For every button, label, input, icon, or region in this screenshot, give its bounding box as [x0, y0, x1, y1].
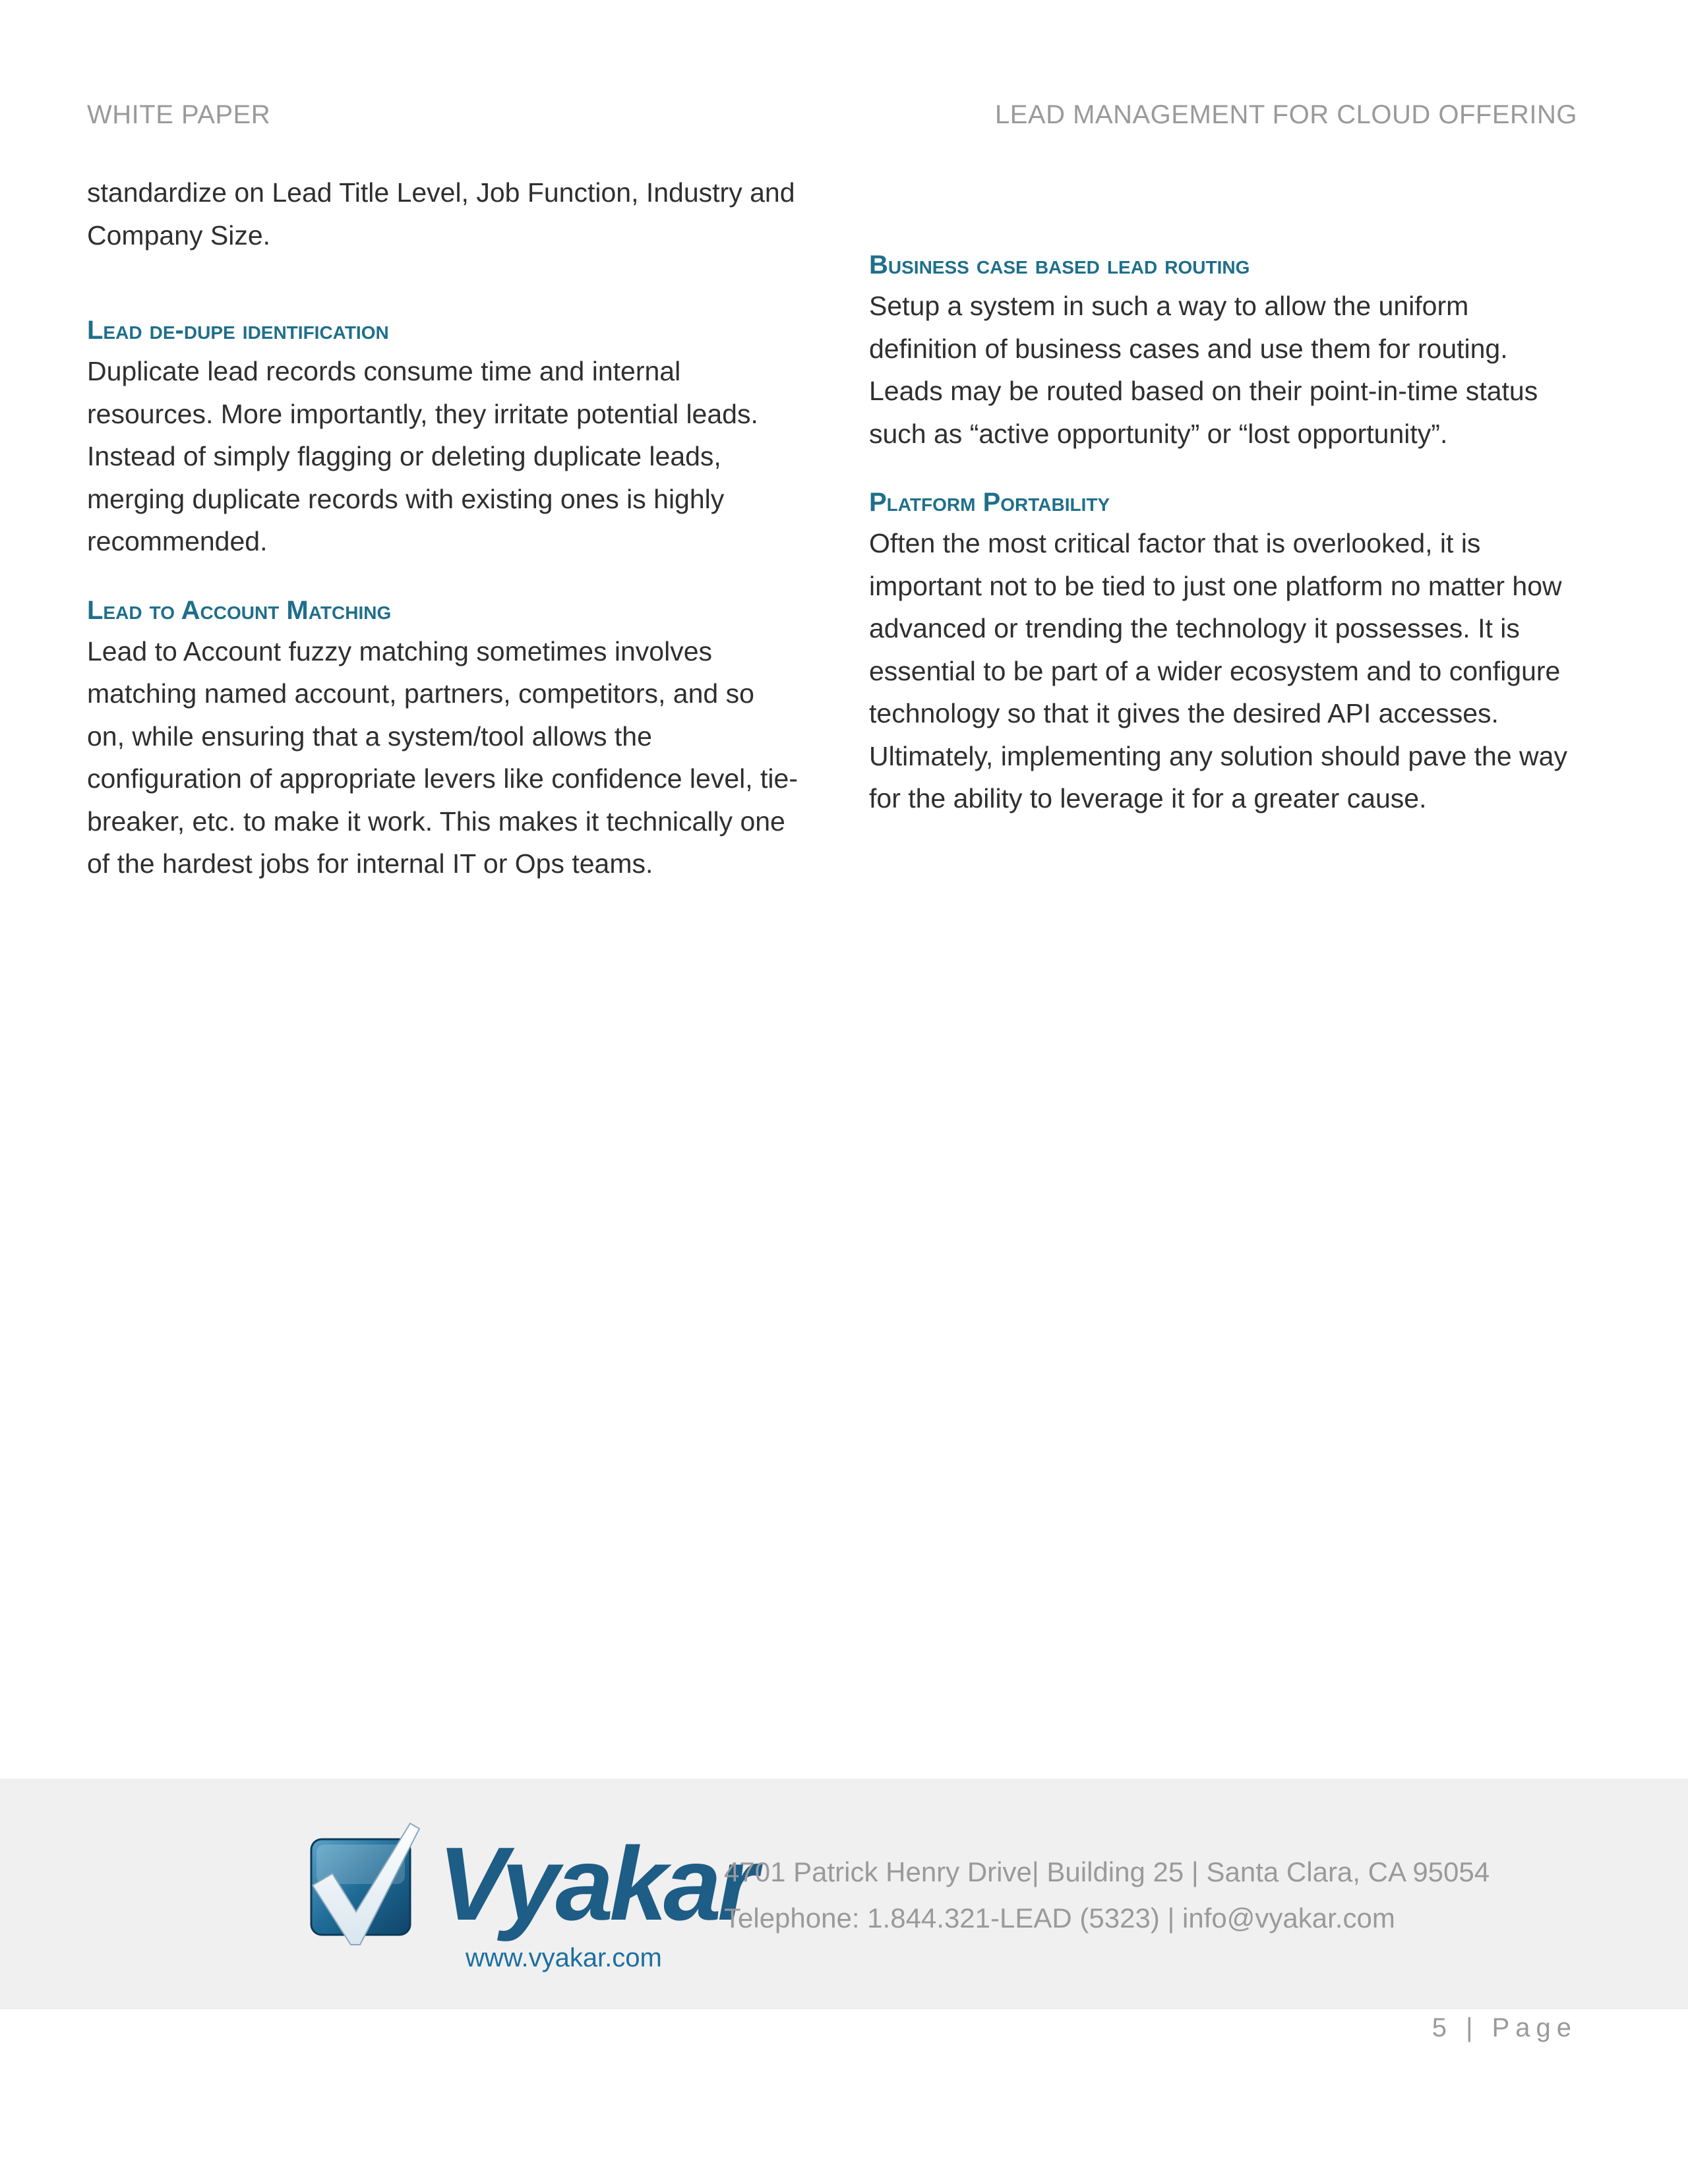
section-body: Often the most critical factor that is overlooked, it is important not to be tied to just one platform no matter how advanced or trending the technology it possesses. It is essential to be part of a wider ecosystem and to configure technology so that it gives the desired API accesses. Ultimately, implementing any solution should pave the way for the ability to leverage it for a greater cause. [869, 528, 1567, 813]
company-footer [0, 1779, 1688, 2009]
right-column [869, 247, 1581, 849]
section-lead-de-dupe [87, 312, 799, 563]
page-number: 5 | Page [1432, 2013, 1577, 2042]
logo-wordmark: Vyakar [438, 1826, 754, 1942]
section-heading: Lead to Account Matching [87, 595, 392, 625]
section-body: Duplicate lead records consume time and internal resources. More importantly, they irritate potential leads. Instead of simply flagging or deleting duplicate leads, merging duplicate records with existing ones is highly recommended. [87, 356, 758, 556]
company-contact: Telephone: 1.844.321-LEAD (5323) | info@vyakar.com [724, 1903, 1395, 1933]
intro-paragraph: standardize on Lead Title Level, Job Function, Industry and Company Size. [87, 177, 795, 251]
company-address: 4701 Patrick Henry Drive| Building 25 | Santa Clara, CA 95054 [724, 1856, 1490, 1887]
section-platform-portability [869, 484, 1581, 820]
section-lead-to-account [87, 592, 799, 885]
page-header-right: LEAD MANAGEMENT FOR CLOUD OFFERING [994, 100, 1577, 129]
section-body: Setup a system in such a way to allow the uniform definition of business cases and use them for routing. Leads may be routed based on their point-in-time status such as “active opportunity” or “lost opportunity”. [869, 291, 1538, 449]
page-header-left: WHITE PAPER [87, 100, 271, 129]
checkmark-logo-icon [305, 1819, 423, 1951]
section-heading: Lead de-dupe identification [87, 316, 389, 345]
section-heading: Business case based lead routing [869, 251, 1250, 280]
section-body: Lead to Account fuzzy matching sometimes involves matching named account, partners, competitors, and so on, while ensuring that a system/tool allows the configuration of appropriate levers like confidence level, tie-breaker, etc. to make it work. This makes it technically one of the hardest jobs for internal IT or Ops teams. [87, 635, 798, 879]
section-heading: Platform Portability [869, 488, 1110, 517]
left-column [87, 171, 799, 914]
section-business-case-routing [869, 247, 1581, 455]
website-link[interactable]: www.vyakar.com [466, 1943, 662, 1972]
